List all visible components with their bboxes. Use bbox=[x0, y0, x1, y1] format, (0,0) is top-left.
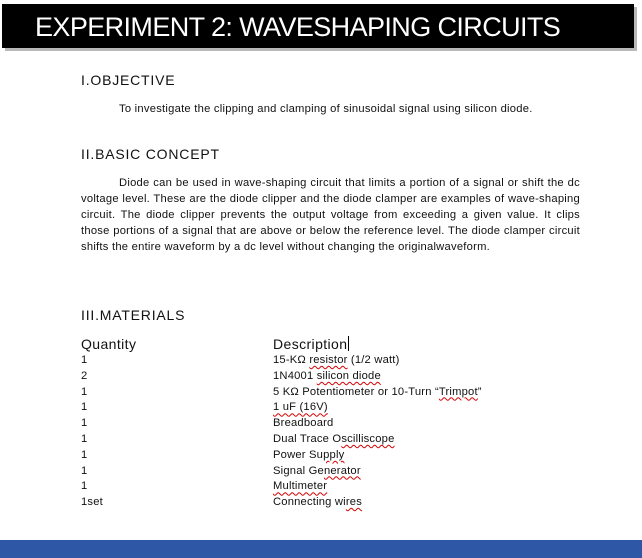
concept-text: Diode can be used in wave-shaping circuit that limits a portion of a signal or shift the dc voltage level. These are the diode clipper and the diode clamper are examples of wave-shaping circuit. The diode clipper prevents the output voltage from exceeding a given value. It clips those portions of a signal that are above or below the reference level. The diode clamper circuit shifts the entire waveform by a dc level without changing the originalwaveform. bbox=[81, 177, 580, 253]
material-description bbox=[273, 354, 400, 366]
description-text: ” bbox=[477, 385, 482, 398]
spellcheck-underlined-text: silicon diode bbox=[316, 369, 381, 382]
concept-heading: II.BASIC CONCEPT bbox=[81, 146, 220, 162]
materials-heading: III.MATERIALS bbox=[81, 307, 186, 323]
material-description bbox=[273, 386, 482, 398]
description-text: Signal Ge bbox=[273, 464, 324, 477]
material-description bbox=[273, 496, 362, 508]
spellcheck-underlined-text: 1 uF (16V) bbox=[273, 401, 328, 414]
footer-bar bbox=[0, 540, 642, 558]
material-quantity: 1 bbox=[81, 354, 88, 366]
description-text: Power Su bbox=[273, 448, 324, 461]
spellcheck-underlined-text: Trimpot bbox=[438, 385, 478, 398]
spellcheck-underlined-text: resistor bbox=[309, 354, 348, 366]
material-quantity: 1 bbox=[81, 464, 88, 477]
material-quantity: 1 bbox=[81, 480, 88, 493]
material-description bbox=[273, 401, 328, 413]
description-text: (1/2 watt) bbox=[347, 354, 400, 366]
spellcheck-underlined-text: nerator bbox=[323, 464, 361, 477]
description-text: 15-KΩ bbox=[273, 354, 310, 366]
material-quantity: 1 bbox=[81, 433, 88, 445]
title-bar bbox=[2, 4, 634, 48]
spellcheck-underlined-text: scilliscope bbox=[341, 433, 395, 445]
spellcheck-underlined-text: res bbox=[345, 496, 363, 509]
objective-text: To investigate the clipping and clamping of sinusoidal signal using silicon diode. bbox=[119, 103, 533, 115]
document-title: EXPERIMENT 2: WAVESHAPING CIRCUITS bbox=[35, 12, 561, 42]
material-description bbox=[273, 433, 395, 445]
description-text: 1N4001 bbox=[273, 369, 317, 382]
material-quantity: 1 bbox=[81, 385, 88, 398]
description-text: 5 KΩ Potentiometer or 10-Turn “ bbox=[273, 385, 439, 398]
description-header-label: Description bbox=[273, 336, 348, 352]
material-description bbox=[273, 449, 344, 461]
objective-heading: I.OBJECTIVE bbox=[81, 72, 176, 88]
description-column-header bbox=[273, 336, 349, 352]
material-quantity: 2 bbox=[81, 369, 88, 382]
description-text: Connecting wi bbox=[273, 496, 346, 509]
material-quantity: 1set bbox=[81, 496, 103, 509]
spellcheck-underlined-text: Multimeter bbox=[273, 480, 328, 493]
text-cursor bbox=[348, 336, 349, 351]
material-description bbox=[273, 465, 361, 477]
quantity-column-header: Quantity bbox=[81, 336, 137, 352]
material-description bbox=[273, 370, 381, 382]
spellcheck-underlined-text: pply bbox=[323, 448, 345, 461]
material-quantity: 1 bbox=[81, 417, 88, 430]
material-description bbox=[273, 480, 327, 492]
description-text: Dual Trace O bbox=[273, 433, 342, 445]
material-quantity: 1 bbox=[81, 401, 88, 414]
material-description bbox=[273, 417, 333, 429]
description-text: Breadboard bbox=[273, 417, 334, 430]
material-quantity: 1 bbox=[81, 448, 88, 461]
